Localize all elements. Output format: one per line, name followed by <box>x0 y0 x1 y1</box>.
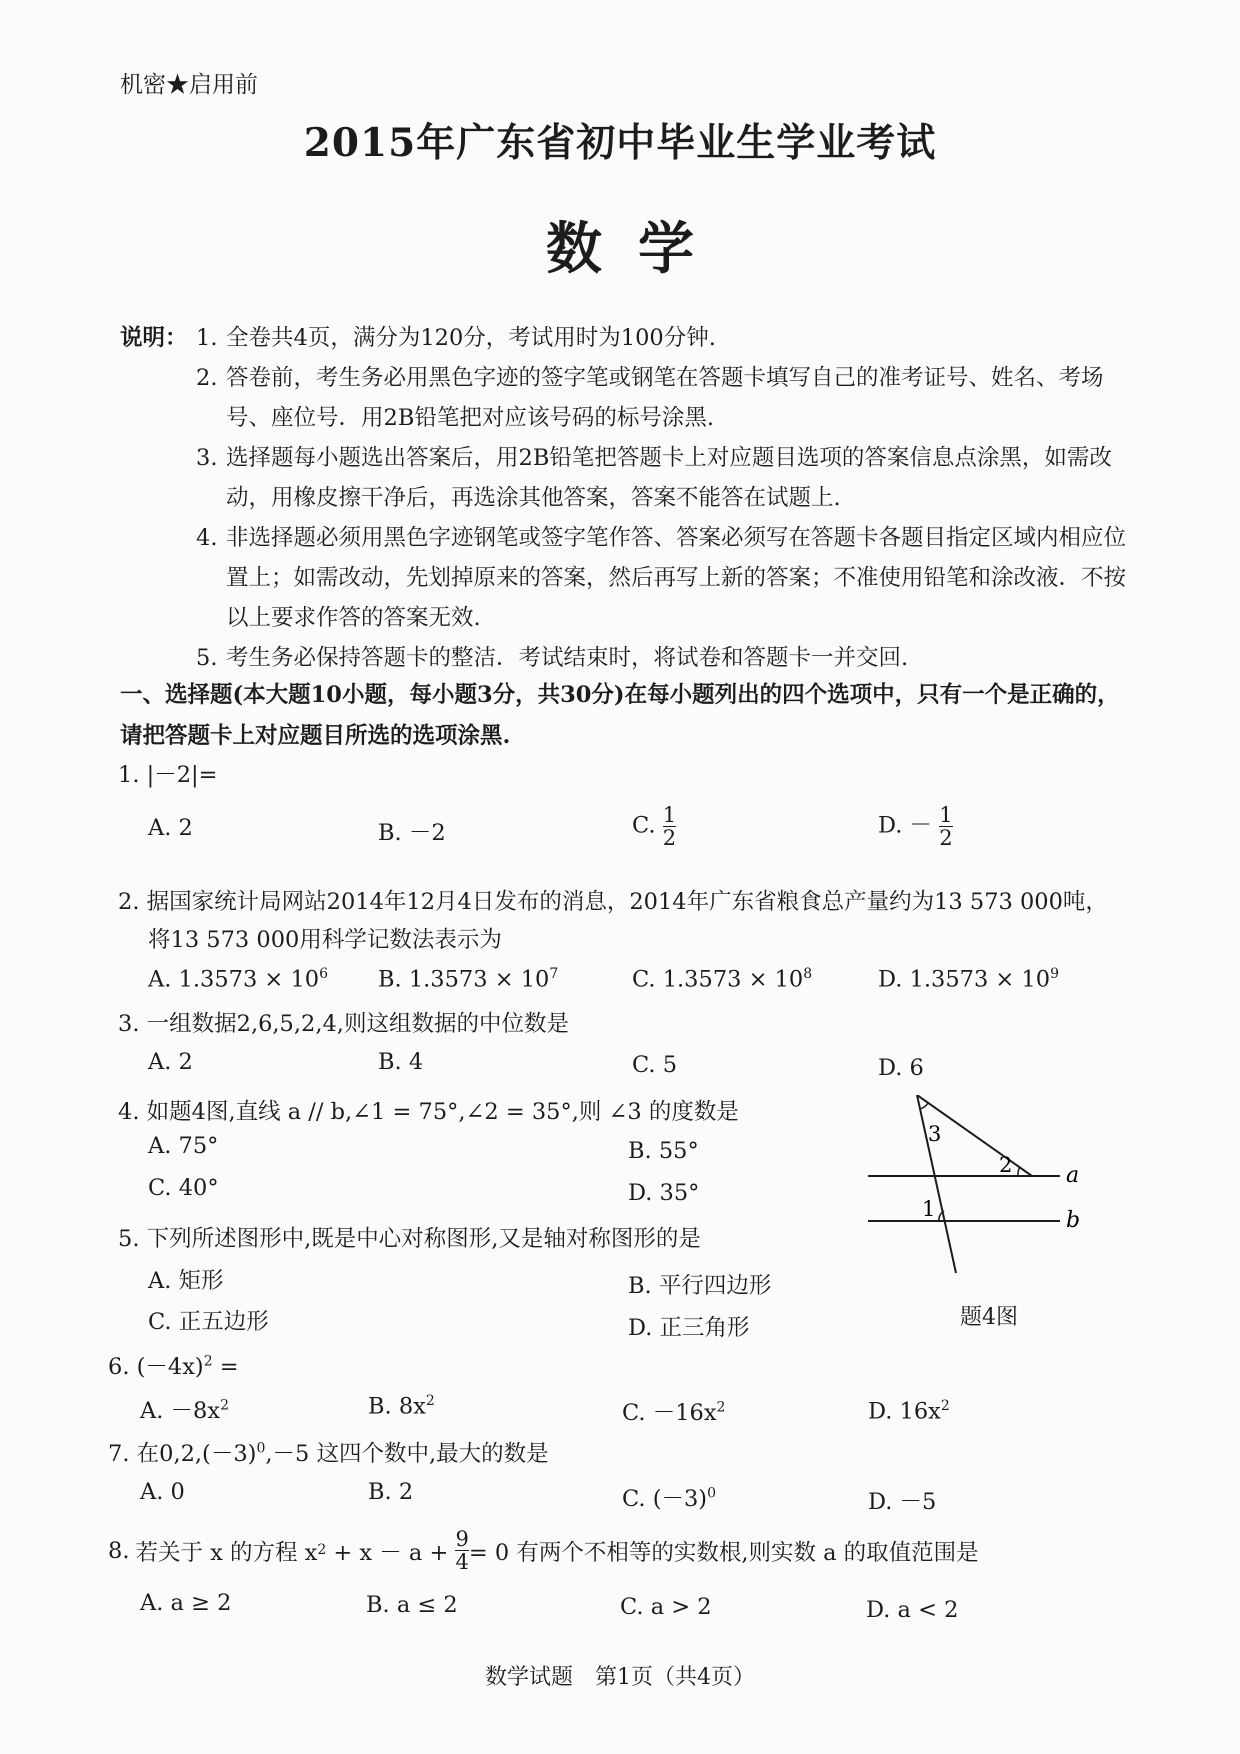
exponent: 2 <box>203 1353 213 1370</box>
q7-option-d: D. －5 <box>868 1489 937 1515</box>
q3-option-c: C. 5 <box>632 1052 678 1078</box>
fraction <box>939 804 952 849</box>
q7-option-c <box>622 1481 716 1513</box>
instruction-number: 1. <box>196 325 218 351</box>
instruction-item <box>120 638 1140 678</box>
exam-title: 2015年广东省初中毕业生学业考试 <box>303 120 937 166</box>
option-text: A. 1.3573 × 10 <box>148 966 320 993</box>
label-3: 3 <box>928 1122 942 1146</box>
question-stem: 如题4图,直线 a // b,∠1 = 75°,∠2 = 35°,则 ∠3 的度数是 <box>146 1099 739 1125</box>
q7-option-b: B. 2 <box>368 1479 414 1505</box>
q5-option-a: A. 矩形 <box>148 1268 224 1294</box>
section-heading: 一、选择题(本大题10小题，每小题3分，共30分)在每小题列出的四个选项中，只有一个是正确的，请把答题卡上对应题目所选的选项涂黑. <box>120 682 1120 749</box>
question-2-stem-cont: 将13 573 000用科学记数法表示为 <box>148 927 502 953</box>
question-stem: 一组数据2,6,5,2,4,则这组数据的中位数是 <box>146 1011 569 1037</box>
q5-option-c: C. 正五边形 <box>148 1309 269 1335</box>
label-a: a <box>1066 1163 1080 1188</box>
question-stem: 在0,2,(－3) <box>136 1441 257 1467</box>
q2-option-b <box>378 966 558 993</box>
exponent: 2 <box>220 1397 229 1414</box>
instruction-text: 答卷前，考生务必用黑色字迹的签字笔或钢笔在答题卡填写自己的准考证号、姓名、考场号、座位号．用2B铅笔把对应该号码的标号涂黑. <box>226 365 1104 431</box>
question-stem: 若关于 x 的方程 x <box>135 1539 318 1566</box>
instruction-number: 4. <box>196 525 218 551</box>
q8-option-d: D. a < 2 <box>866 1597 959 1623</box>
subject-title: 数学 <box>546 216 730 282</box>
denominator: 2 <box>939 826 953 851</box>
question-stem: 下列所述图形中,既是中心对称图形,又是轴对称图形的是 <box>146 1226 701 1252</box>
question-2 <box>118 884 1108 916</box>
option-label: D. － <box>878 812 933 839</box>
numerator: 1 <box>939 803 953 827</box>
angle-2-arc <box>1018 1167 1020 1176</box>
exponent: 6 <box>319 966 328 982</box>
instruction-text: 非选择题必须用黑色字迹钢笔或签字笔作答、答案必须写在答题卡各题目指定区域内相应位置上；如需改动，先划掉原来的答案，然后再写上新的答案；不准使用铅笔和涂改液．不按以上要求作答的答案无效. <box>226 525 1127 631</box>
option-text: B. 8x <box>368 1393 426 1420</box>
fraction <box>663 804 676 849</box>
exponent: 0 <box>256 1440 266 1457</box>
option-text: D. 1.3573 × 10 <box>878 966 1051 993</box>
option-label: C. <box>632 812 656 839</box>
angle-3-arc <box>920 1103 928 1109</box>
question-5 <box>118 1221 701 1253</box>
exponent: 2 <box>317 1542 327 1558</box>
option-text: D. 16x <box>868 1398 941 1425</box>
question-number: 6. <box>108 1354 130 1380</box>
denominator: 2 <box>662 826 677 851</box>
question-stem-tail: = 0 有两个不相等的实数根,则实数 a 的取值范围是 <box>468 1539 979 1566</box>
q4-option-b: B. 55° <box>628 1138 699 1164</box>
q6-option-b <box>368 1393 435 1420</box>
instruction-item <box>120 358 1140 438</box>
instructions <box>120 318 1140 678</box>
question-stem-tail: = <box>212 1354 239 1380</box>
q8-option-a: A. a ≥ 2 <box>140 1590 232 1616</box>
q8-option-b: B. a ≤ 2 <box>366 1592 458 1618</box>
option-text: C. (－3) <box>622 1486 708 1512</box>
q7-option-a: A. 0 <box>140 1479 185 1505</box>
exponent: 2 <box>940 1398 950 1414</box>
instruction-text: 全卷共4页，满分为120分，考试用时为100分钟. <box>226 325 716 351</box>
question-4 <box>118 1094 739 1126</box>
question-7 <box>108 1436 549 1468</box>
q4-option-d: D. 35° <box>628 1180 700 1206</box>
q5-option-d: D. 正三角形 <box>628 1315 750 1341</box>
question-number: 1. <box>118 762 140 788</box>
question-stem: 据国家统计局网站2014年12月4日发布的消息，2014年广东省粮食总产量约为13 573 000吨， <box>146 889 1108 915</box>
figure-caption: 题4图 <box>960 1305 1018 1330</box>
instruction-item <box>120 318 1140 358</box>
q2-option-a <box>148 966 328 993</box>
instructions-lead: 说明： <box>120 325 188 351</box>
exponent: 0 <box>707 1485 717 1502</box>
q6-option-c <box>622 1395 725 1427</box>
q1-option-c <box>632 804 676 849</box>
q1-option-b: B. －2 <box>378 820 446 846</box>
label-2: 2 <box>999 1153 1013 1177</box>
exponent: 2 <box>716 1399 726 1416</box>
question-6 <box>108 1349 239 1381</box>
q8-option-c: C. a > 2 <box>620 1594 712 1620</box>
q6-option-a <box>140 1393 229 1425</box>
label-b: b <box>1066 1208 1081 1233</box>
instruction-number: 2. <box>196 365 218 391</box>
option-text: A. －8x <box>140 1398 221 1424</box>
q3-option-d: D. 6 <box>878 1055 924 1081</box>
question-1 <box>118 757 217 789</box>
question-number: 2. <box>118 889 140 915</box>
exponent: 2 <box>425 1393 435 1409</box>
q5-option-b: B. 平行四边形 <box>628 1273 772 1299</box>
question-number: 4. <box>118 1099 140 1125</box>
label-1: 1 <box>922 1197 936 1221</box>
q4-option-c: C. 40° <box>148 1175 219 1201</box>
denominator: 4 <box>455 1550 469 1575</box>
numerator: 1 <box>662 803 677 827</box>
option-text: B. 1.3573 × 10 <box>378 966 550 993</box>
q1-option-d <box>878 804 953 849</box>
instruction-text: 选择题每小题选出答案后，用2B铅笔把答题卡上对应题目选项的答案信息点涂黑，如需改动，用橡皮擦干净后，再选涂其他答案，答案不能答在试题上. <box>226 445 1112 511</box>
numerator: 9 <box>455 1527 469 1551</box>
question-3 <box>118 1006 569 1038</box>
question-stem: |－2|= <box>146 762 218 788</box>
exponent: 9 <box>1050 966 1059 982</box>
instruction-item <box>120 438 1140 518</box>
q2-option-c <box>632 966 812 993</box>
question-number: 8. <box>108 1537 130 1564</box>
question-stem-mid: + x － a + <box>326 1539 456 1566</box>
option-text: C. －16x <box>622 1400 717 1426</box>
q4-figure <box>860 1095 1090 1325</box>
q2-option-d <box>878 966 1059 993</box>
instruction-number: 3. <box>196 445 218 471</box>
question-number: 3. <box>118 1011 140 1037</box>
q3-option-b: B. 4 <box>378 1049 424 1075</box>
question-number: 7. <box>108 1441 130 1467</box>
q1-option-a: A. 2 <box>148 815 193 841</box>
question-8 <box>108 1528 979 1573</box>
confidential-mark: 机密★启用前 <box>120 72 258 98</box>
option-text: C. 1.3573 × 10 <box>632 966 804 993</box>
instruction-item <box>120 518 1140 638</box>
instruction-number: 5. <box>196 645 218 671</box>
question-number: 5. <box>118 1226 140 1252</box>
page-footer: 数学试题 第1页（共4页） <box>485 1665 755 1690</box>
exponent: 7 <box>549 966 559 982</box>
question-stem: (－4x) <box>136 1354 204 1380</box>
question-stem-tail: ,－5 这四个数中,最大的数是 <box>265 1441 549 1467</box>
instruction-text: 考生务必保持答题卡的整洁．考试结束时，将试卷和答题卡一并交回. <box>226 645 909 671</box>
q6-option-d <box>868 1398 950 1425</box>
fraction <box>455 1528 468 1573</box>
q4-option-a: A. 75° <box>148 1133 219 1159</box>
exponent: 8 <box>803 966 813 982</box>
q3-option-a: A. 2 <box>148 1049 193 1075</box>
